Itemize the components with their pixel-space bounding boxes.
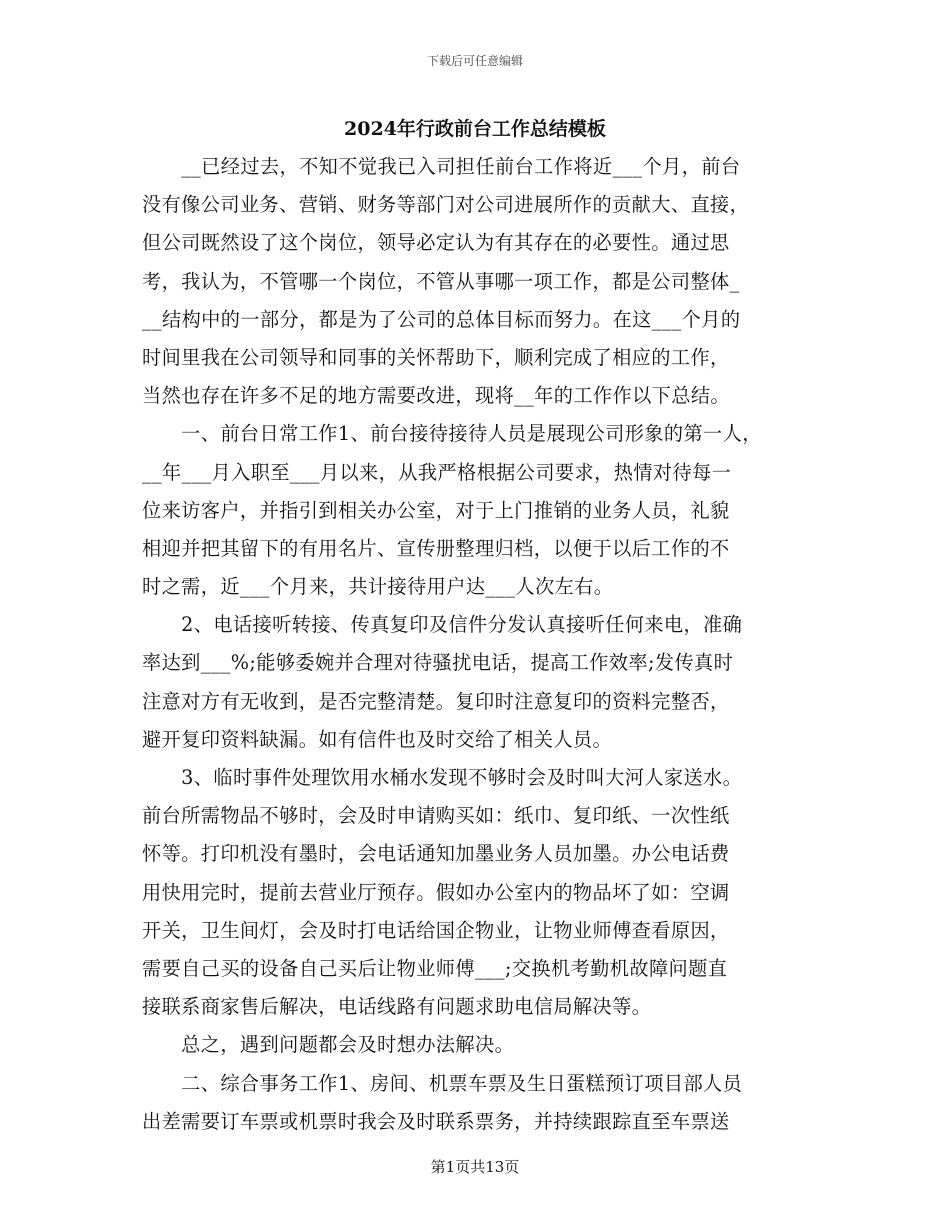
document-body (142, 148, 818, 1141)
text-line: 率达到___%;能够委婉并合理对待骚扰电话，提高工作效率;发传真时 (142, 651, 734, 675)
text-line: 时间里我在公司领导和同事的关怀帮助下，顺利完成了相应的工作， (142, 345, 730, 369)
text-line: 开关，卫生间灯，会及时打电话给国企物业，让物业师傅查看原因， (142, 918, 730, 942)
text-line: 接联系商家售后解决，电话线路有问题求助电信局解决等。 (142, 995, 652, 1019)
text-line: 总之，遇到问题都会及时想办法解决。 (142, 1033, 515, 1057)
text-line: 一、前台日常工作1、前台接待接待人员是展现公司形象的第一人， (142, 422, 762, 446)
text-line: 怀等。打印机没有墨时，会电话通知加墨业务人员加墨。办公电话费 (142, 842, 730, 866)
text-line: __已经过去，不知不觉我已入司担任前台工作将近___个月，前台 (142, 155, 741, 178)
page-header-note: 下载后可任意编辑 (426, 54, 523, 68)
document-title: 2024年行政前台工作总结模板 (344, 118, 606, 140)
page-number: 第1页共13页 (430, 1158, 520, 1176)
text-line: 相迎并把其留下的有用名片、宣传册整理归档，以便于以后工作的不 (142, 536, 730, 560)
text-line: 用快用完时，提前去营业厅预存。假如办公室内的物品坏了如：空调 (142, 880, 730, 904)
text-line: 位来访客户，并指引到相关办公室，对于上门推销的业务人员，礼貌 (142, 498, 730, 522)
text-line: 当然也存在许多不足的地方需要改进，现将__年的工作作以下总结。 (142, 384, 731, 408)
text-line: 2、电话接听转接、传真复印及信件分发认真接听任何来电，准确 (142, 613, 743, 637)
text-line: 考，我认为，不管哪一个岗位，不管从事哪一项工作，都是公司整体_ (142, 269, 740, 293)
text-line: 但公司既然设了这个岗位，领导必定认为有其存在的必要性。通过思 (142, 231, 730, 255)
text-line: 注意对方有无收到，是否完整清楚。复印时注意复印的资料完整否， (142, 689, 730, 713)
text-line: 没有像公司业务、营销、财务等部门对公司进展所作的贡献大、直接， (142, 193, 750, 217)
text-line: 需要自己买的设备自己买后让物业师傅___;交换机考勤机故障问题直 (142, 956, 728, 980)
text-line: 出差需要订车票或机票时我会及时联系票务，并持续跟踪直至车票送 (142, 1109, 730, 1133)
text-line: __结构中的一部分，都是为了公司的总体目标而努力。在这___个月的 (142, 307, 741, 331)
text-line: __年___月入职至___月以来，从我严格根据公司要求，热情对待每一 (142, 460, 732, 484)
text-line: 二、综合事务工作1、房间、机票车票及生日蛋糕预订项目部人员 (142, 1071, 743, 1095)
text-line: 前台所需物品不够时，会及时申请购买如：纸巾、复印纸、一次性纸 (142, 804, 730, 828)
text-line: 时之需，近___个月来，共计接待用户达___人次左右。 (142, 575, 614, 599)
text-line: 3、临时事件处理饮用水桶水发现不够时会及时叫大河人家送水。 (142, 766, 743, 789)
text-line: 避开复印资料缺漏。如有信件也及时交给了相关人员。 (142, 727, 613, 751)
